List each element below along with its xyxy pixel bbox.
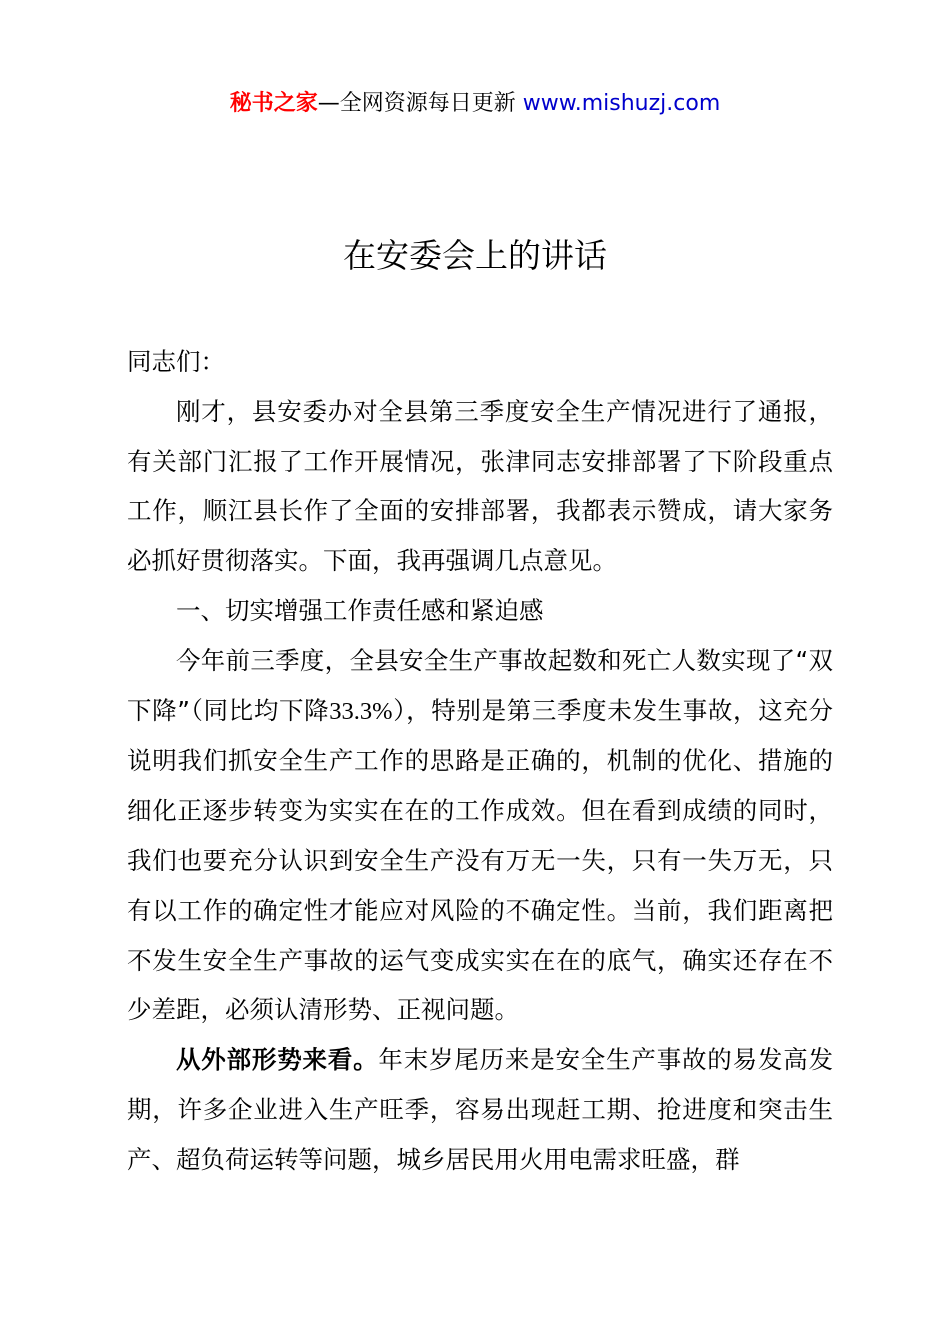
banner-brand: 秘书之家 — [229, 91, 318, 116]
document-title: 在安委会上的讲话 — [343, 236, 607, 275]
paragraph-lead: 从外部形势来看。 — [176, 1045, 379, 1075]
banner-slogan: —全网资源每日更新 — [317, 91, 516, 116]
percentage-value: 33.3% — [329, 697, 393, 725]
banner-url-link[interactable]: www.mishuzj.com — [522, 91, 721, 116]
site-banner — [0, 88, 950, 120]
paragraph-intro: 刚才，县安委办对全县第三季度安全生产情况进行了通报，有关部门汇报了工作开展情况，张津同志安排部署了下阶段重点工作，顺江县长作了全面的安排部署，我都表示赞成，请大家务必抓好贯彻落实。下面，我再强调几点意见。 — [127, 396, 833, 576]
paragraph-external — [127, 1035, 833, 1184]
section-heading-1: 一、切实增强工作责任感和紧迫感 — [176, 595, 544, 625]
salutation: 同志们： — [127, 347, 225, 376]
document-body — [127, 337, 833, 1185]
paragraph-text-before: 今年前三季度，全县安全生产事故起数和死亡人数实现了“双下降”（同比均下降 — [127, 645, 833, 725]
paragraph-situation — [127, 636, 833, 1035]
paragraph-text-after: ），特别是第三季度未发生事故，这充分说明我们抓安全生产工作的思路是正确的，机制的优化、措施的细化正逐步转变为实实在在的工作成效。但在看到成绩的同时，我们也要充分认识到安全生产没有万无一失，只有一失万无，只有以工作的确定性才能应对风险的不确定性。当前，我们距离把不发生安全生产事故的运气变成实实在在的底气，确实还存在不少差距，必须认清形势、正视问题。 — [127, 695, 833, 1025]
paragraph-text: 年末岁尾历来是安全生产事故的易发高发期，许多企业进入生产旺季，容易出现赶工期、抢进度和突击生产、超负荷运转等问题，城乡居民用火用电需求旺盛，群 — [127, 1045, 834, 1174]
